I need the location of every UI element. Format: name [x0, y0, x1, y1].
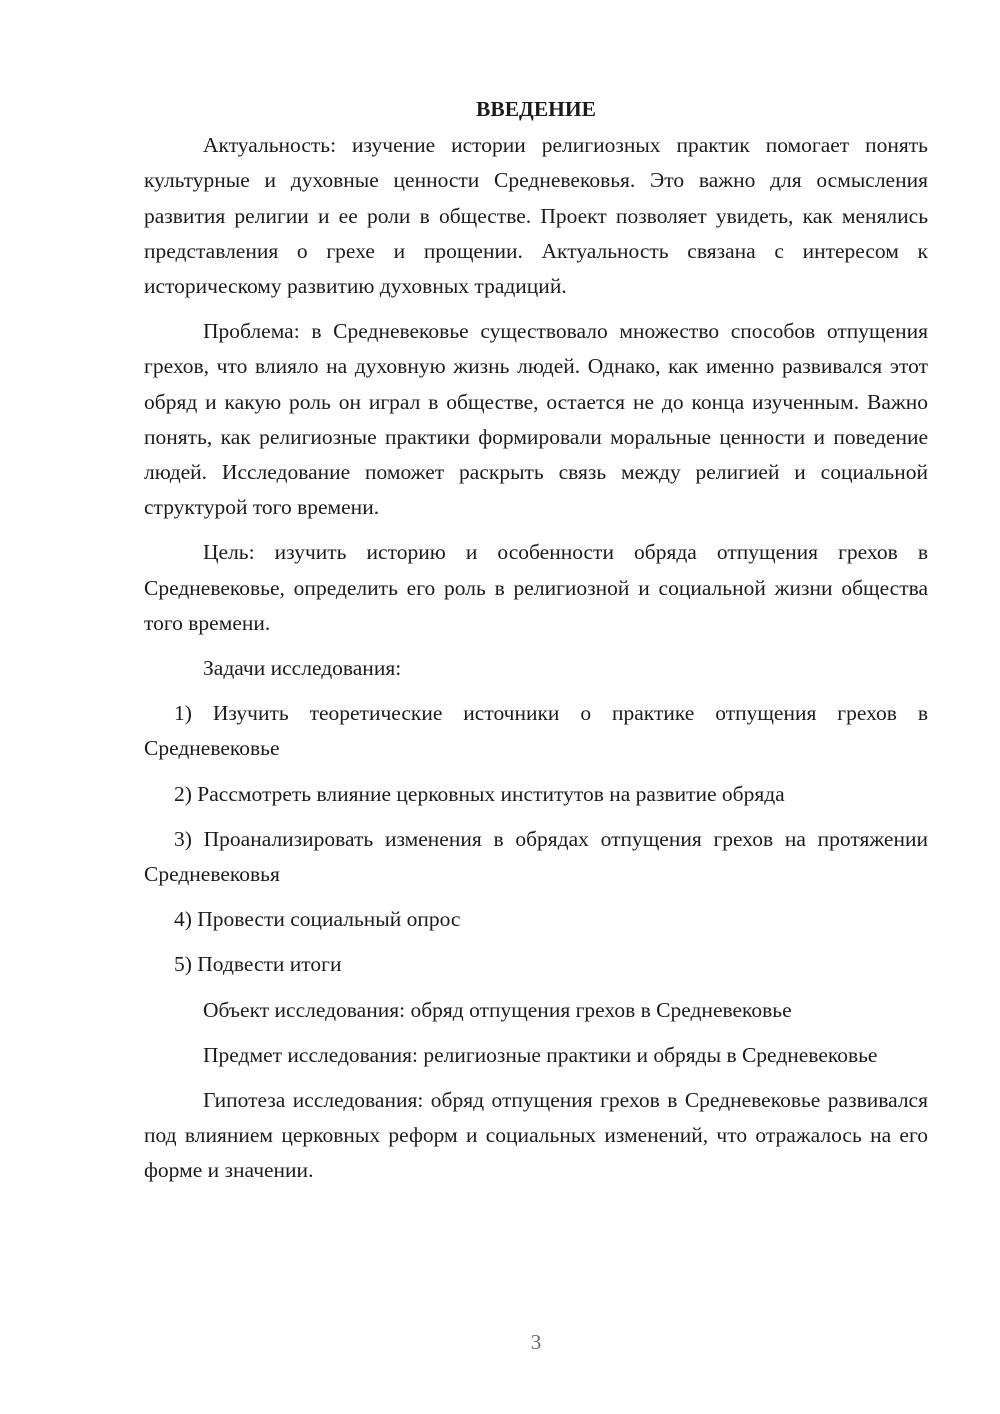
tasks-heading: Задачи исследования: — [203, 656, 402, 681]
goal-paragraph: Цель: изучить историю и особенности обряда отпущения грехов в Средневековье, определить его роль в религиозной и социальной жизни общества того времени. — [144, 540, 928, 635]
problem-paragraph: Проблема: в Средневековье существовало множество способов отпущения грехов, что влияло на духовную жизнь людей. Однако, как именно развивался этот обряд и какую роль он играл в обществе, остается не до конца изученным. Важно понять, как религиозные практики формировали моральные ценности и поведение людей. Исследование поможет раскрыть связь между религией и социальной структурой того времени. — [144, 319, 928, 520]
page-content — [144, 92, 928, 1199]
task-item: 3) Проанализировать изменения в обрядах отпущения грехов на протяжении Средневековья — [144, 826, 928, 887]
subject-paragraph: Предмет исследования: религиозные практики и обряды в Средневековье — [203, 1042, 878, 1067]
object-paragraph: Объект исследования: обряд отпущения грехов в Средневековье — [203, 997, 792, 1022]
relevance-paragraph: Актуальность: изучение истории религиозных практик помогает понять культурные и духовные ценности Средневековья. Это важно для осмысления развития религии и ее роли в обществе. Проект позволяет увидеть, как менялись представления о грехе и прощении. Актуальность связана с интересом к историческому развитию духовных традиций. — [144, 133, 928, 299]
task-item: 2) Рассмотреть влияние церковных институтов на развитие обряда — [174, 781, 785, 806]
task-item: 5) Подвести итоги — [174, 952, 342, 977]
page-number: 3 — [530, 1330, 542, 1354]
task-item: 1) Изучить теоретические источники о практике отпущения грехов в Средневековье — [144, 701, 928, 761]
task-item: 4) Провести социальный опрос — [174, 907, 461, 932]
hypothesis-paragraph: Гипотеза исследования: обряд отпущения грехов в Средневековье развивался под влиянием церковных реформ и социальных изменений, что отражалось на его форме и значении. — [144, 1088, 928, 1183]
section-title: ВВЕДЕНИЕ — [476, 97, 596, 121]
